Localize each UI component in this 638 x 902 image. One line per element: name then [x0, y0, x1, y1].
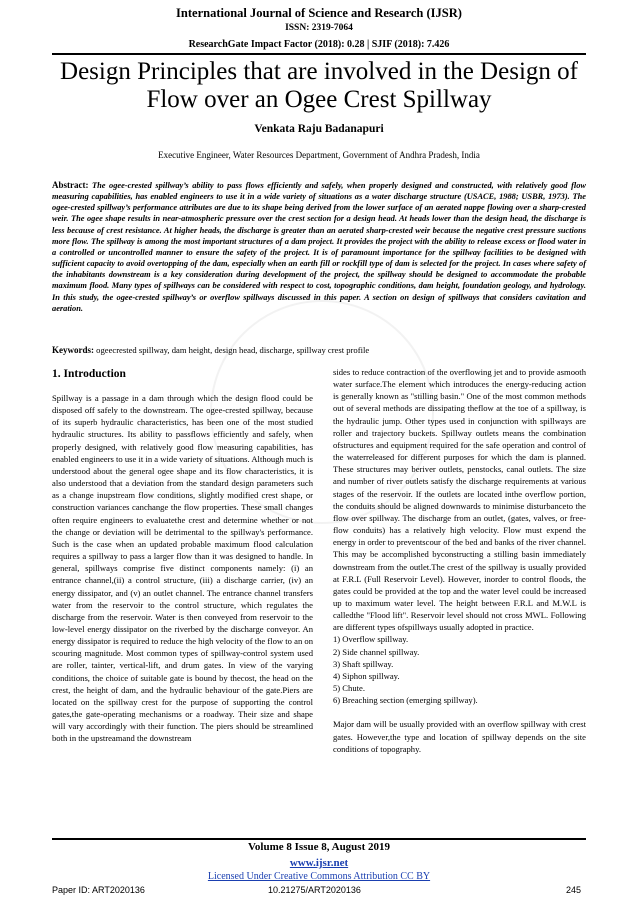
abstract: [52, 180, 586, 314]
list-item: 5) Chute.: [333, 683, 365, 694]
journal-name: International Journal of Science and Research (IJSR): [176, 6, 462, 20]
footer-volume: Volume 8 Issue 8, August 2019: [247, 841, 390, 853]
paper-title: Design Principles that are involved in the Design of Flow over an Ogee Crest Spillway: [60, 58, 578, 113]
footer-paper-id: Paper ID: ART2020136: [52, 885, 145, 895]
footer-page-number: 245: [566, 885, 582, 895]
keywords: [52, 345, 586, 355]
footer-rule: [52, 838, 586, 840]
list-item: 6) Breaching section (emerging spillway).: [333, 695, 478, 706]
list-item: 2) Side channel spillway.: [333, 646, 420, 657]
keywords-text: ogeecrested spillway, dam height, design head, discharge, spillway crest profile: [96, 345, 370, 355]
header-rule: [52, 53, 586, 55]
journal-impact-factor: ResearchGate Impact Factor (2018): 0.28 | SJIF (2018): 7.426: [188, 39, 450, 50]
intro-paragraph-left: Spillway is a passage in a dam through which the design flood could be disposed off safely to the downstream. The ogee-crested spillway, because of its superb hydraulic characteristics, has been one of the most studied hydraulic structures. Its ability to passflows efficiently and safely, when properly designed, with relatively good flow measuring capabilities, has enabled engineers to use it in a wide variety of situations. Although much is understood about the general ogee shape and its flow characteristics, it is also understood that a deviation from the standard design parameters such as a change inupstream flow conditions, slightly modified crest shape, or construction variances canchange the flow properties. These small changes often require engineers to evaluatethe crest and determine whether or not the change or deviation will be detrimental to the spillway's performance. Such is the case when an updated probable maximum flood calculation requires a spillway to pass a larger flow than it was designed to handle. In general, spillways comprise five distinct components namely: (i) an entrance channel,(ii) a control structure, (iii) a discharge carrier, (iv) an energy dissipator, and (v) an outlet channel. The entrance channel transfers water from the reservoir to the control structure, which regulates the discharge from the reservoir. Water is then conveyed from reservoir to the low-level energy dissipator on the riverbed by the discharge conveyor. An energy dissipator is required to reduce the high velocity of the flow to an on scouring magnitude. Most common types of spillway-control system used are roller, tainter, vertical-lift, and drum gates. In view of the varying conditions, the choice of suitable gate is bound by thecost, the head on the crest, the height of dam, and the hydraulic behaviour of the gate.Piers are located on the spillway crest for the purpose of supporting the control gates,the gate-operating mechanisms or a roadway. Their size and shape will vary accordingly with their function. The piers should be streamlined both in the upstreamand the downstream: [52, 393, 313, 744]
closing-paragraph: Major dam will be usually provided with an overflow spillway with crest gates. However,the type and location of spillway depends on the site conditions of topography.: [333, 719, 586, 754]
footer-license-link[interactable]: Licensed Under Creative Commons Attribution CC BY: [207, 871, 431, 882]
journal-issn: ISSN: 2319-7064: [285, 23, 353, 33]
author-affiliation: Executive Engineer, Water Resources Department, Government of Andhra Pradesh, India: [158, 150, 480, 160]
footer-website-link[interactable]: www.ijsr.net: [289, 857, 349, 869]
list-item: 4) Siphon spillway.: [333, 670, 400, 681]
abstract-label: Abstract:: [52, 180, 89, 190]
author-name: Venkata Raju Badanapuri: [254, 123, 384, 135]
intro-paragraph-right: sides to reduce contraction of the overflowing jet and to provide asmooth water surface.The element which introduces the energy-reducing action is generally known as "stilling basin." One of the most common methods out of several methods are dissipating theflow at the toe of a spillway, is the hydraulic jump. Other types used in conjunction with spillways are roller and trajectory buckets. Spillway outlets means the combination ofstructures and equipment required for the safe operation and control of the waterreleased for different purposes for which the dam is planned. These structures may beriver outlets, penstocks, canal outlets. The size and number of river outlets satisfy the discharge requirements at various stages of the reservoir. If the outlets are located inthe overflow portion, the conduits should be aligned downwards to minimise disturbanceto the flow over spillway. The discharge from an outlet, (gates, valves, or free-flow conduits) has a relatively high velocity. Flow must expend the energy in order to preventscour of the bed and banks of the river channel. This may be accomplished byconstructing a stilling basin immediately downstream from the outlet.The crest of the spillway is usually provided at F.R.L (Full Reservoir Level). However, inorder to control floods, the gates could be provided at the top and the water level could be increased up to maximum water level. The height between F.R.L and M.W.L is calledthe "Flood lift". Reservoir level should not cross MWL. Following are different types ofspillways usually adopted in practice.: [333, 367, 586, 633]
left-column: [52, 392, 313, 745]
section-heading-introduction: 1. Introduction: [52, 368, 126, 380]
abstract-text: The ogee-crested spillway’s ability to pass flows efficiently and safely, when properly designed and constructed, with relatively good flow measuring capabilities, has enabled engineers to use it in a wide variety of situations as a water discharge structure (USACE, 1988; USBR, 1973). The ogee-crested spillway’s performance attributes are due to its shape being derived from the lower surface of an aerated nappe flowing over a sharp-crested weir. The ogee shape results in near-atmospheric pressure over the crest section for a design head. At heads lower than the design head, the discharge is less because of crest resistance. At higher heads, the discharge is greater than an aerated sharp-crested weir because the negative crest pressure suctions more flow. The spillway is among the most important structures of a dam project. It provides the project with the ability to release excess or flood water in a controlled or uncontrolled manner to ensure the safety of the project. It is of paramount importance for the spillway facilities to be designed with sufficient capacity to avoid overtopping of the dam, especially when an earth fill or rockfill type of dam is selected for the project. In cases where safety of the inhabitants downstream is a key consideration during development of the project, the spillway should be designed to accommodate the probable maximum flood. Many types of spillways can be considered with respect to cost, topographic conditions, dam height, foundation geology, and hydrology. In this study, the ogee-crested spillway’s or overflow spillways discussed in this paper. A section on design of spillways that considers cavitation and aeration.: [52, 181, 587, 313]
spillway-types-list: [333, 633, 586, 706]
footer-doi: 10.21275/ART2020136: [268, 885, 361, 895]
keywords-label: Keywords:: [52, 345, 94, 355]
list-item: 1) Overflow spillway.: [333, 634, 409, 645]
right-column: [333, 366, 586, 755]
list-item: 3) Shaft spillway.: [333, 658, 394, 669]
